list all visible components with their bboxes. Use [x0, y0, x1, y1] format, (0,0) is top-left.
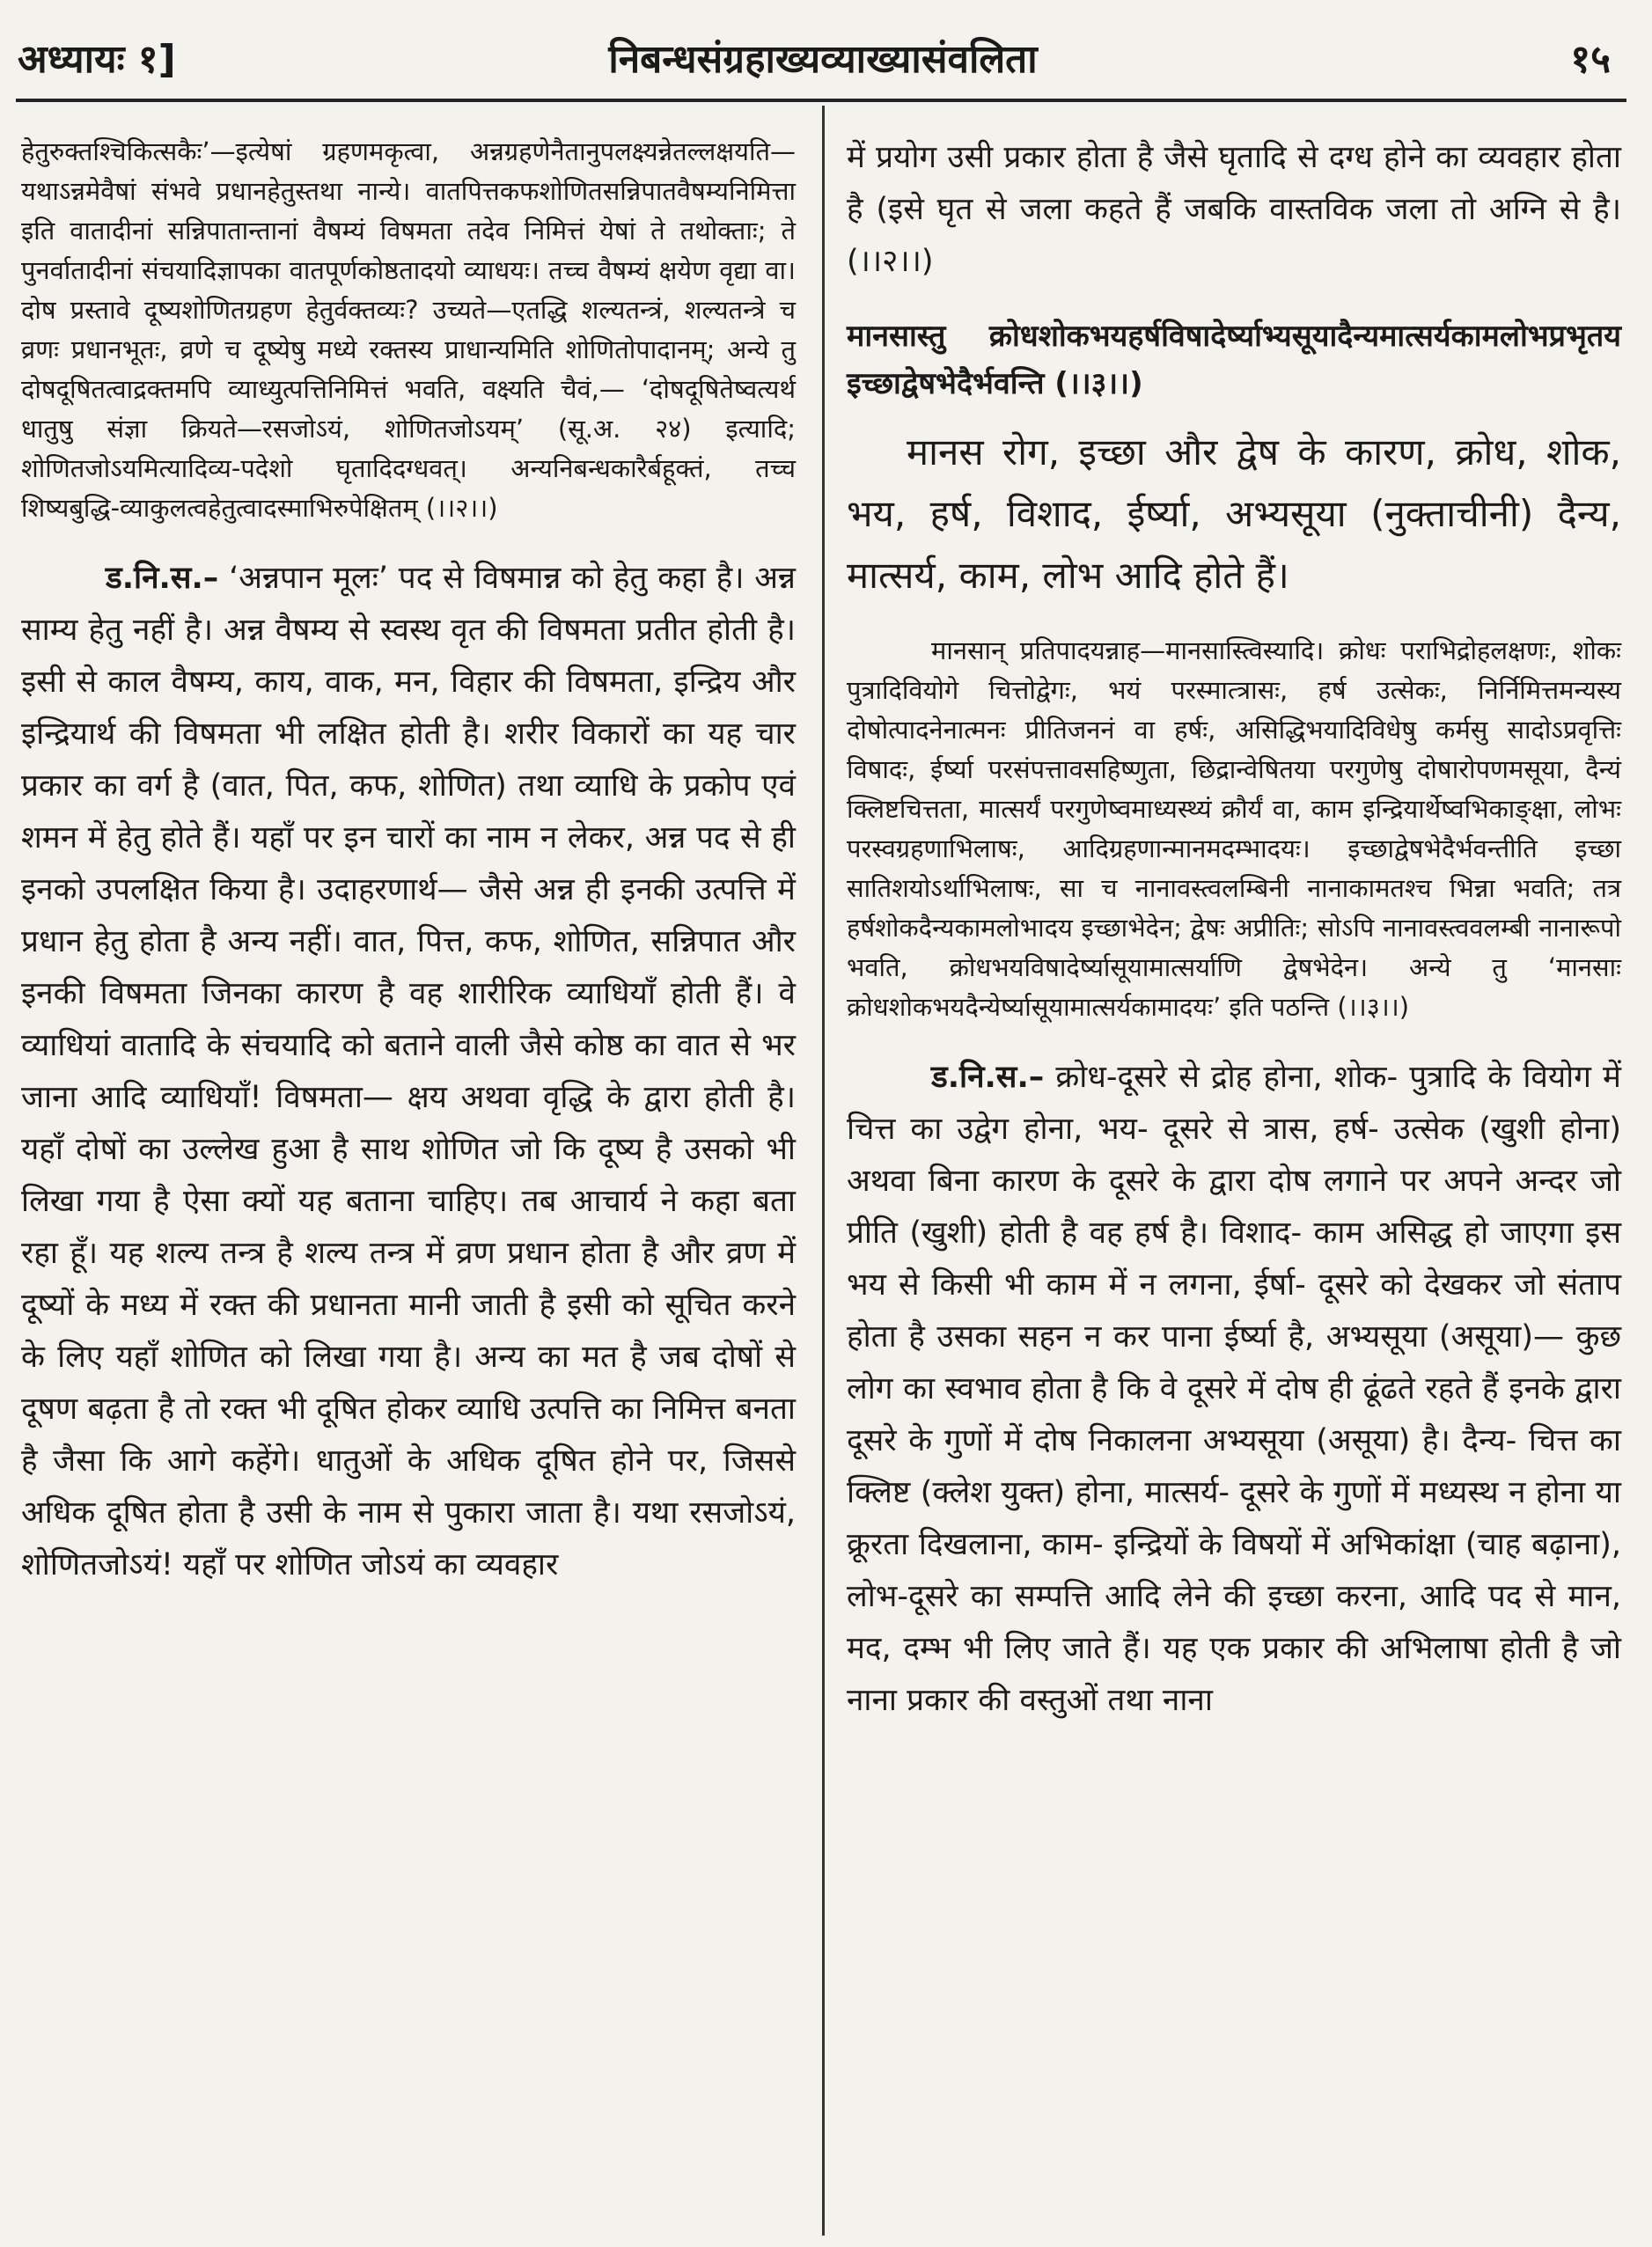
left-column — [21, 132, 796, 1591]
dns-label: ड.नि.स.– — [106, 561, 219, 596]
hindi-explanation-left — [21, 553, 796, 1591]
right-column — [847, 132, 1621, 1727]
dns-label: ड.नि.स.– — [931, 1060, 1045, 1095]
page-number: १५ — [1570, 37, 1611, 82]
header-divider — [16, 99, 1626, 102]
chapter-label: अध्यायः १] — [18, 37, 176, 82]
sanskrit-commentary-left: हेतुरुक्तश्चिकित्सकैः’—इत्येषां ग्रहणमकृत्वा, अन्नग्रहणेनैतानुपलक्ष्यन्नेतल्लक्षयति—यथाऽन्नमेवैषां संभवे प्रधानहेतुस्तथा नान्ये। वातपित्तकफशोणितसन्निपातवैषम्यनिमित्ता इति वातादीनां सन्निपातान्तानां वैषम्यं विषमता तदेव निमित्तं येषां ते तथोक्ताः; ते पुनर्वातादीनां संचयादिज्ञापका वातपूर्णकोष्ठतादयो व्याधयः। तच्च वैषम्यं क्षयेण वृद्या वा। दोष प्रस्तावे दूष्यशोणितग्रहण हेतुर्वक्तव्यः? उच्यते—एतद्धि शल्यतन्त्रं, शल्यतन्त्रे च व्रणः प्रधानभूतः, व्रणे च दूष्येषु मध्ये रक्तस्य प्राधान्यमिति शोणितोपादानम्; अन्ये तु दोषदूषितत्वाद्रक्तमपि व्याध्युत्पत्तिनिमित्तं भवति, वक्ष्यति चैवं,— ‘दोषदूषितेष्वत्यर्थ धातुषु संज्ञा क्रियते—रसजोऽयं, शोणितजोऽयम्’ (सू.अ. २४) इत्यादि; शोणितजोऽयमित्यादिव्य-पदेशो घृतादिदग्धवत्। अन्यनिबन्धकारैर्बहूक्तं, तच्च शिष्यबुद्धि-व्याकुलत्वहेतुत्वादस्माभिरुपेक्षितम् (।।२।।) — [21, 136, 796, 523]
sutra-verse: मानसास्तु क्रोधशोकभयहर्षविषादेर्ष्याभ्यसूयादैन्यमात्सर्यकामलोभप्रभृतय इच्छाद्वेषभेदैर्भवन्ति (।।३।।) — [847, 319, 1621, 401]
hindi-continuation: में प्रयोग उसी प्रकार होता है जैसे घृतादि से दग्ध होने का व्यवहार होता है (इसे घृत से जला कहते हैं जबकि वास्तविक जला तो अग्नि से है। (।।२।।) — [847, 140, 1621, 279]
hindi-explanation-right — [847, 1052, 1621, 1727]
hindi-text-left: ‘अन्नपान मूलः’ पद से विषमान्न को हेतु कहा है। अन्न साम्य हेतु नहीं है। अन्न वैषम्य से स्वस्थ वृत की विषमता प्रतीत होती है। इसी से काल वैषम्य, काय, वाक, मन, विहार की विषमता, इन्द्रिय और इन्द्रियार्थ की विषमता भी लक्षित होती है। शरीर विकारों का यह चार प्रकार का वर्ग है (वात, पित, कफ, शोणित) तथा व्याधि के प्रकोप एवं शमन में हेतु होते हैं। यहाँ पर इन चारों का नाम न लेकर, अन्न पद से ही इनको उपलक्षित किया है। उदाहरणार्थ— जैसे अन्न ही इनकी उत्पत्ति में प्रधान हेतु होता है अन्य नहीं। वात, पित्त, कफ, शोणित, सन्निपात और इनकी विषमता जिनका कारण है वह शारीरिक व्याधियाँ होती हैं। वे व्याधियां वातादि के संचयादि को बताने वाली जैसे कोष्ठ का वात से भर जाना आदि व्याधियाँ! विषमता— क्षय अथवा वृद्धि के द्वारा होती है। यहाँ दोषों का उल्लेख हुआ है साथ शोणित जो कि दूष्य है उसको भी लिखा गया है ऐसा क्यों यह बताना चाहिए। तब आचार्य ने कहा बता रहा हूँ। यह शल्य तन्त्र है शल्य तन्त्र में व्रण प्रधान होता है और व्रण में दूष्यों के मध्य में रक्त की प्रधानता मानी जाती है इसी को सूचित करने के लिए यहाँ शोणित को लिखा गया है। अन्य का मत है जब दोषों से दूषण बढ़ता है तो रक्त भी दूषित होकर व्याधि उत्पत्ति का निमित्त बनता है जैसा कि आगे कहेंगे। धातुओं के अधिक दूषित होने पर, जिससे अधिक दूषित होता है उसी के नाम से पुकारा जाता है। यथा रसजोऽयं, शोणितजोऽयं! यहाँ पर शोणित जोऽयं का व्यवहार — [21, 561, 796, 1582]
column-divider — [822, 106, 825, 2236]
hindi-text-right: क्रोध-दूसरे से द्रोह होना, शोक- पुत्रादि के वियोग में चित्त का उद्वेग होना, भय- दूसरे से त्रास, हर्ष- उत्सेक (खुशी होना) अथवा बिना कारण के दूसरे के द्वारा दोष लगाने पर अपने अन्दर जो प्रीति (खुशी) होती है वह हर्ष है। विशाद- काम असिद्ध हो जाएगा इस भय से किसी भी काम में न लगना, ईर्षा- दूसरे को देखकर जो संताप होता है उसका सहन न कर पाना ईर्ष्या है, अभ्यसूया (असूया)— कुछ लोग का स्वभाव होता है कि वे दूसरे में दोष ही ढूंढते रहते हैं इनके द्वारा दूसरे के गुणों में दोष निकालना अभ्यसूया (असूया) है। दैन्य- चित्त का क्लिष्ट (क्लेश युक्त) होना, मात्सर्य- दूसरे के गुणों में मध्यस्थ न होना या क्रूरता दिखलाना, काम- इन्द्रियों के विषयों में अभिकांक्षा (चाह बढ़ाना), लोभ-दूसरे का सम्पत्ति आदि लेने की इच्छा करना, आदि पद से मान, मद, दम्भ भी लिए जाते हैं। यह एक प्रकार की अभिलाषा होती है जो नाना प्रकार की वस्तुओं तथा नाना — [847, 1060, 1621, 1718]
verse-translation: मानस रोग, इच्छा और द्वेष के कारण, क्रोध, शोक, भय, हर्ष, विशाद, ईर्ष्या, अभ्यसूया (नुक्ताचीनी) दैन्य, मात्सर्य, काम, लोभ आदि होते हैं। — [847, 430, 1621, 597]
running-title: निबन्धसंग्रहाख्यव्याख्यासंवलिता — [608, 37, 1038, 82]
page-header — [18, 25, 1628, 95]
sanskrit-commentary-right: मानसान् प्रतिपादयन्नाह—मानसास्त्विस्यादि। क्रोधः पराभिद्रोहलक्षणः, शोकः पुत्रादिवियोगे चित्तोद्वेगः, भयं परस्मात्त्रासः, हर्ष उत्सेकः, निर्निमित्तमन्यस्य दोषोत्पादनेनात्मनः प्रीतिजननं वा हर्षः, असिद्धिभयादिविधेषु कर्मसु सादोऽप्रवृत्तिः विषादः, ईर्ष्या परसंपत्तावसहिष्णुता, छिद्रान्वेषितया परगुणेषु दोषारोपणमसूया, दैन्यं क्लिष्टचित्तता, मात्सर्यं परगुणेष्वमाध्यस्थ्यं क्रौर्यं वा, काम इन्द्रियार्थेष्वभिकाङ्क्षा, लोभः परस्वग्रहणाभिलाषः, आदिग्रहणान्मानमदम्भादयः। इच्छाद्वेषभेदैर्भवन्तीति इच्छा सातिशयोऽर्थाभिलाषः, सा च नानावस्त्वलम्बिनी नानाकामतश्च भिन्ना भवति; तत्र हर्षशोकदैन्यकामलोभादय इच्छाभेदेन; द्वेषः अप्रीतिः; सोऽपि नानावस्त्ववलम्बी नानारूपो भवति, क्रोधभयविषादेर्ष्यासूयामात्सर्याणि द्वेषभेदेन। अन्ये तु ‘मानसाः क्रोधशोकभयदैन्येर्ष्यासूयामात्सर्यकामादयः’ इति पठन्ति (।।३।।) — [847, 635, 1621, 1022]
